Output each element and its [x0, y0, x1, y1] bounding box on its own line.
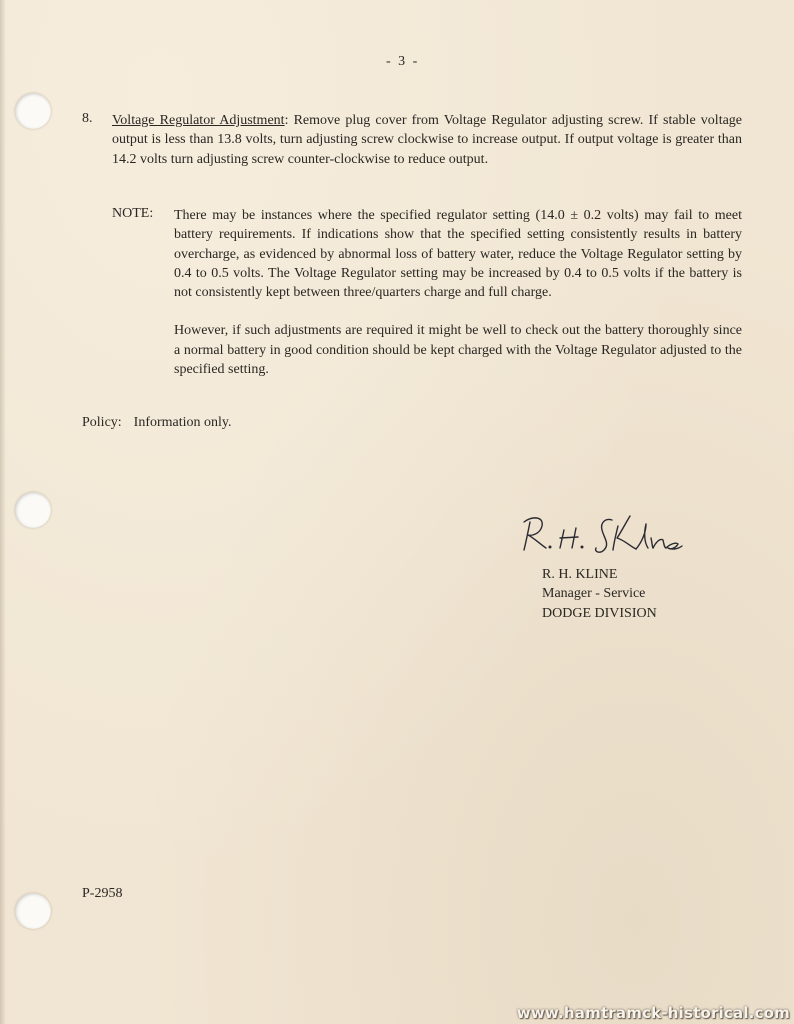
note-paragraph-1: There may be instances where the specified regulator setting (14.0 ± 0.2 volts) may fail to meet battery requirements. If indications show that the specified setting consistently results in battery overcharge, as evidenced by abnormal loss of battery water, reduce the Voltage Regulator setting by 0.4 to 0.5 volts. The Voltage Regulator setting may be increased by 0.4 to 0.5 volts if the battery is not consistently kept between three/quarters charge and full charge.: [174, 208, 742, 301]
item-heading-colon: :: [284, 113, 289, 128]
policy-text: Information only.: [133, 415, 232, 430]
signer-name: R. H. KLINE: [542, 567, 618, 582]
page-edge-shadow: [0, 0, 6, 1024]
item-heading: Voltage Regulator Adjustment: [112, 113, 285, 128]
page-number: - 3 -: [386, 54, 420, 69]
signer-title: Manager - Service: [542, 586, 646, 602]
site-watermark: www.hamtramck-historical.com: [516, 1004, 790, 1022]
binder-hole-middle: [15, 492, 51, 528]
item-number: 8.: [82, 111, 93, 126]
binder-hole-top: [15, 93, 51, 129]
item-8: [82, 111, 742, 169]
policy-line: [82, 415, 232, 431]
item-body: [112, 111, 742, 169]
document-number: P-2958: [82, 886, 123, 901]
note-section: [112, 206, 742, 398]
note-paragraph-2: However, if such adjustments are required it might be well to check out the battery thoroughly since a normal battery in good condition should be kept charged with the Voltage Regulator adjusted to the specified setting.: [174, 323, 742, 378]
signature-block: [542, 565, 657, 623]
policy-label: Policy:: [82, 415, 122, 430]
note-label: NOTE:: [112, 206, 154, 221]
signer-division: DODGE DIVISION: [542, 605, 657, 621]
note-body: [174, 206, 742, 379]
handwritten-signature: [518, 508, 688, 558]
item-text: Remove plug cover from Voltage Regulator adjusting screw. If stable voltage output is less than 13.8 volts, turn adjusting screw clockwise to increase output. If output voltage is greater than 14.2 volts turn adjusting screw counter-clockwise to reduce output.: [112, 113, 743, 167]
binder-hole-bottom: [15, 893, 51, 929]
